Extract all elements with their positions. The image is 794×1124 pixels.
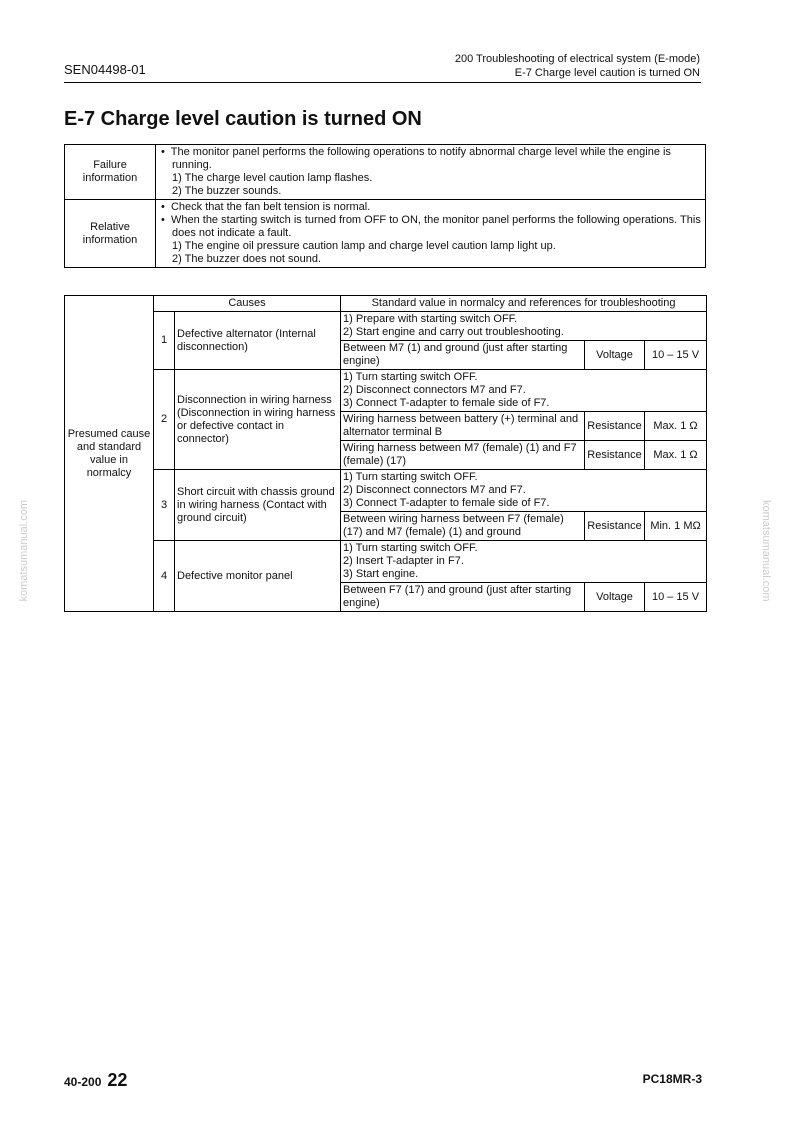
presumed-cause-label: Presumed cause and standard value in normalcy (65, 296, 154, 612)
procedure-steps (341, 470, 707, 512)
table-row (65, 312, 707, 341)
cause-number: 1 (154, 312, 175, 370)
header-section: 200 Troubleshooting of electrical system (E-mode) (454, 53, 700, 65)
relative-bullet: • When the starting switch is turned from OFF to ON, the monitor panel performs the following operations. This does not indicate a fault. (161, 214, 701, 239)
check-value: 10 – 15 V (645, 341, 707, 370)
footer-page-number: 22 (107, 1070, 128, 1090)
relative-item: 1) The engine oil pressure caution lamp and charge level caution lamp light up. (172, 240, 556, 252)
relative-item: 2) The buzzer does not sound. (172, 253, 322, 265)
watermark-left: komatsumanual.com (18, 500, 30, 602)
check-point: Wiring harness between battery (+) terminal and alternator terminal B (341, 412, 585, 441)
procedure-steps (341, 541, 707, 583)
relative-bullet-text: Check that the fan belt tension is normal. (170, 201, 371, 213)
table-row (65, 541, 707, 583)
footer-page-prefix: 40-200 (64, 1075, 102, 1089)
procedure-step: 3) Connect T-adapter to female side of F7. (343, 397, 550, 409)
failure-item: 1) The charge level caution lamp flashes. (172, 172, 373, 184)
relative-info-row (65, 200, 706, 268)
table-row (65, 370, 707, 412)
standard-column-header: Standard value in normalcy and references for troubleshooting (341, 296, 707, 312)
procedure-step: 2) Start engine and carry out troubleshooting. (343, 326, 564, 338)
procedure-steps (341, 312, 707, 341)
header-subsection: E-7 Charge level caution is turned ON (514, 67, 700, 79)
procedure-step: 2) Disconnect connectors M7 and F7. (343, 384, 526, 396)
cause-description: Disconnection in wiring harness (Disconnection in wiring harness or defective contact in connector) (175, 370, 341, 470)
header-doc-code: SEN04498-01 (64, 62, 146, 77)
check-point: Between wiring harness between F7 (female) (17) and M7 (female) (1) and ground (341, 512, 585, 541)
procedure-step: 2) Disconnect connectors M7 and F7. (343, 484, 526, 496)
procedure-step: 1) Prepare with starting switch OFF. (343, 313, 518, 325)
check-item: Voltage (585, 583, 645, 612)
failure-info-label: Failure information (65, 145, 156, 200)
cause-table-header (65, 296, 707, 312)
cause-number: 3 (154, 470, 175, 541)
relative-info-label: Relative information (65, 200, 156, 268)
relative-bullet: • Check that the fan belt tension is normal. (161, 201, 371, 213)
failure-info-row (65, 145, 706, 200)
check-point: Between F7 (17) and ground (just after starting engine) (341, 583, 585, 612)
watermark-right: komatsumanual.com (760, 500, 772, 602)
cause-description: Short circuit with chassis ground in wiring harness (Contact with ground circuit) (175, 470, 341, 541)
cause-number: 4 (154, 541, 175, 612)
procedure-step: 3) Connect T-adapter to female side of F7. (343, 497, 550, 509)
procedure-steps (341, 370, 707, 412)
check-point: Between M7 (1) and ground (just after starting engine) (341, 341, 585, 370)
check-value: Max. 1 Ω (645, 441, 707, 470)
procedure-step: 3) Start engine. (343, 568, 419, 580)
procedure-step: 1) Turn starting switch OFF. (343, 371, 478, 383)
page-title: E-7 Charge level caution is turned ON (64, 108, 422, 130)
failure-bullet: • The monitor panel performs the following operations to notify abnormal charge level while the engine is running. (161, 146, 671, 171)
failure-bullet-text: The monitor panel performs the following operations to notify abnormal charge level while the engine is running. (170, 146, 671, 171)
check-value: 10 – 15 V (645, 583, 707, 612)
failure-item: 2) The buzzer sounds. (172, 185, 282, 197)
relative-info-content (156, 200, 706, 268)
cause-table (64, 295, 707, 612)
procedure-step: 1) Turn starting switch OFF. (343, 542, 478, 554)
header-section-info (455, 52, 700, 80)
failure-info-content (156, 145, 706, 200)
cause-description: Defective monitor panel (175, 541, 341, 612)
info-table (64, 144, 706, 268)
procedure-step: 2) Insert T-adapter in F7. (343, 555, 464, 567)
header-rule (64, 82, 701, 83)
check-item: Voltage (585, 341, 645, 370)
check-item: Resistance (585, 412, 645, 441)
cause-number: 2 (154, 370, 175, 470)
footer-page (64, 1070, 127, 1091)
cause-description: Defective alternator (Internal disconnection) (175, 312, 341, 370)
table-row (65, 470, 707, 512)
check-value: Min. 1 MΩ (645, 512, 707, 541)
check-value: Max. 1 Ω (645, 412, 707, 441)
relative-bullet-text: When the starting switch is turned from OFF to ON, the monitor panel performs the following operations. This does not indicate a fault. (170, 214, 701, 239)
check-point: Wiring harness between M7 (female) (1) and F7 (female) (17) (341, 441, 585, 470)
footer-model: PC18MR-3 (642, 1072, 702, 1086)
check-item: Resistance (585, 441, 645, 470)
procedure-step: 1) Turn starting switch OFF. (343, 471, 478, 483)
check-item: Resistance (585, 512, 645, 541)
causes-column-header: Causes (154, 296, 341, 312)
